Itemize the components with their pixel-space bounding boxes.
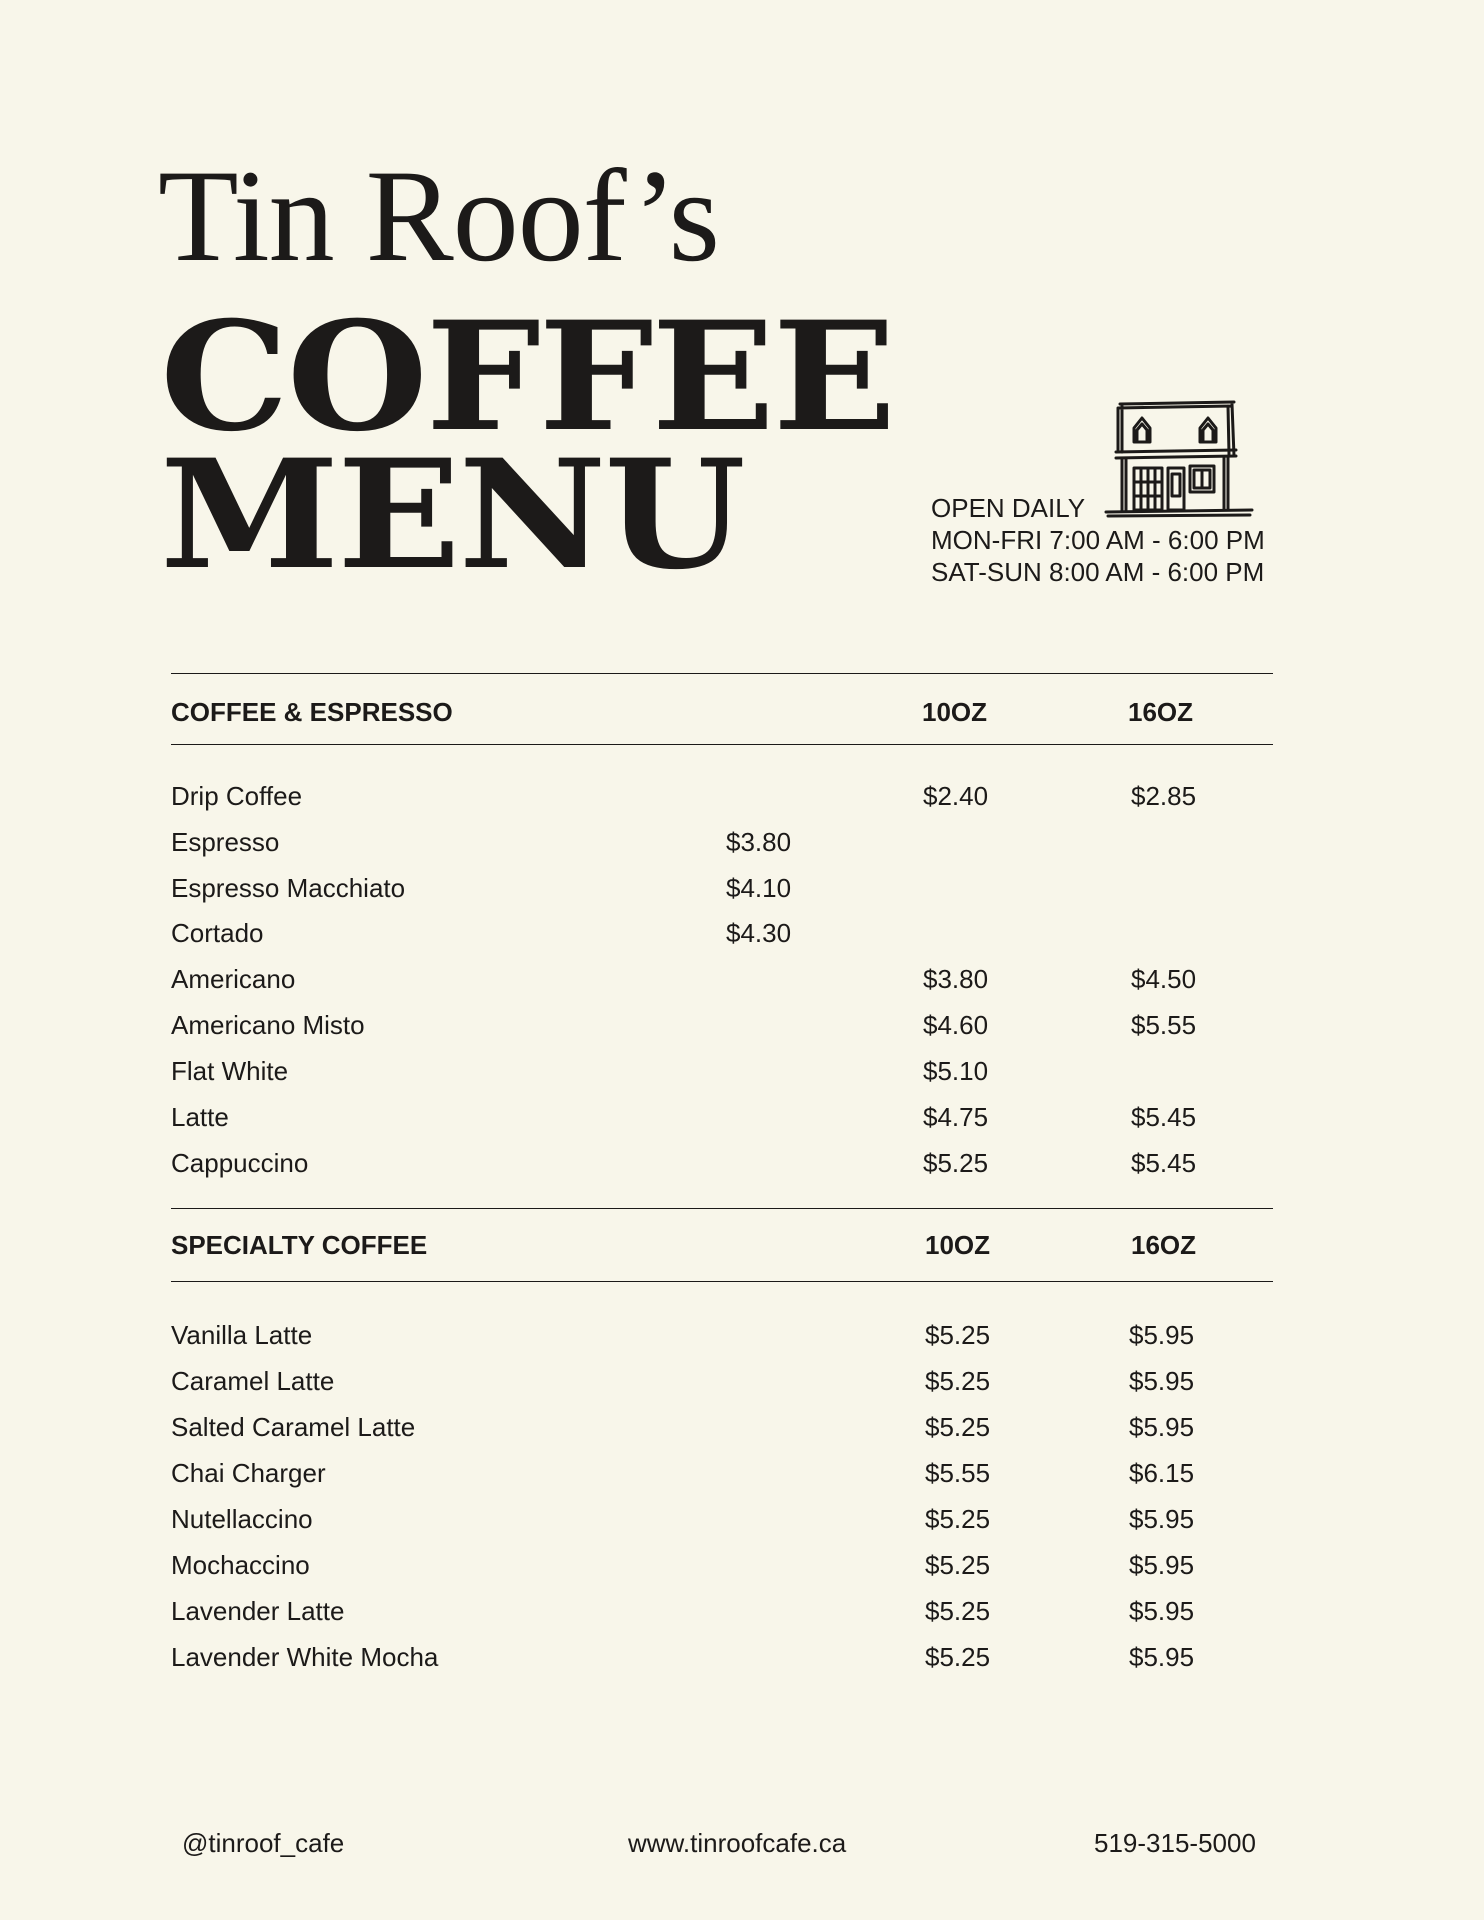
item-name: Latte <box>171 1102 229 1132</box>
item-name: Lavender White Mocha <box>171 1642 439 1672</box>
price-16oz: $5.95 <box>1129 1320 1195 1350</box>
price-16oz: $4.50 <box>1131 964 1197 994</box>
hours-weekend: SAT-SUN 8:00 AM - 6:00 PM <box>931 557 1265 587</box>
item-name: Espresso <box>171 827 280 857</box>
column-header-10oz: 10OZ <box>925 1230 991 1260</box>
menu-title-menu: MENU <box>160 427 744 603</box>
item-name: Drip Coffee <box>171 781 303 811</box>
price-10oz: $4.75 <box>923 1102 989 1132</box>
menu-item <box>171 865 1273 911</box>
price-16oz: $5.95 <box>1129 1550 1195 1580</box>
item-name: Salted Caramel Latte <box>171 1412 416 1442</box>
hours-weekday: MON-FRI 7:00 AM - 6:00 PM <box>931 525 1265 555</box>
item-name: Caramel Latte <box>171 1366 335 1396</box>
price-10oz: $5.25 <box>923 1148 989 1178</box>
menu-item <box>171 773 1273 819</box>
item-name: Espresso Macchiato <box>171 873 406 903</box>
item-name: Mochaccino <box>171 1550 310 1580</box>
price-10oz: $5.25 <box>925 1412 991 1442</box>
menu-item <box>171 956 1273 1002</box>
item-name: Flat White <box>171 1056 289 1086</box>
brand-name: Tin Roof’s <box>158 142 719 289</box>
menu-item <box>171 1496 1273 1542</box>
divider-line <box>171 1281 1273 1282</box>
menu-item <box>171 1450 1273 1496</box>
divider-line <box>171 1208 1273 1209</box>
price-single: $4.10 <box>726 873 792 903</box>
price-10oz: $5.25 <box>925 1550 991 1580</box>
menu-item <box>171 1312 1273 1358</box>
menu-item <box>171 1094 1273 1140</box>
menu-item <box>171 1588 1273 1634</box>
price-10oz: $5.25 <box>925 1504 991 1534</box>
price-16oz: $5.95 <box>1129 1504 1195 1534</box>
menu-item <box>171 819 1273 865</box>
item-name: Cortado <box>171 918 264 948</box>
divider-line <box>171 744 1273 745</box>
menu-item <box>171 1002 1273 1048</box>
price-16oz: $5.95 <box>1129 1366 1195 1396</box>
price-16oz: $5.95 <box>1129 1596 1195 1626</box>
menu-item <box>171 1634 1273 1680</box>
price-10oz: $5.25 <box>925 1320 991 1350</box>
hours-heading: OPEN DAILY <box>931 493 1086 523</box>
item-name: Americano Misto <box>171 1010 365 1040</box>
price-10oz: $4.60 <box>923 1010 989 1040</box>
price-16oz: $5.95 <box>1129 1642 1195 1672</box>
price-10oz: $5.25 <box>925 1642 991 1672</box>
phone-number: 519-315-5000 <box>1094 1828 1256 1858</box>
price-10oz: $5.25 <box>925 1596 991 1626</box>
item-name: Cappuccino <box>171 1148 309 1178</box>
divider-line <box>171 673 1273 674</box>
price-16oz: $6.15 <box>1129 1458 1195 1488</box>
column-header-10oz: 10OZ <box>922 697 988 727</box>
website-url: www.tinroofcafe.ca <box>628 1828 847 1858</box>
item-name: Lavender Latte <box>171 1596 345 1626</box>
price-10oz: $5.55 <box>925 1458 991 1488</box>
item-name: Nutellaccino <box>171 1504 313 1534</box>
price-16oz: $5.45 <box>1131 1148 1197 1178</box>
section-title-specialty-coffee: SPECIALTY COFFEE <box>171 1230 428 1260</box>
item-name: Americano <box>171 964 296 994</box>
menu-item <box>171 910 1273 956</box>
menu-item <box>171 1404 1273 1450</box>
price-16oz: $2.85 <box>1131 781 1197 811</box>
column-header-16oz: 16OZ <box>1131 1230 1197 1260</box>
item-name: Vanilla Latte <box>171 1320 313 1350</box>
menu-item <box>171 1358 1273 1404</box>
price-single: $3.80 <box>726 827 792 857</box>
menu-item <box>171 1542 1273 1588</box>
section-title-coffee-espresso: COFFEE & ESPRESSO <box>171 697 453 727</box>
menu-item <box>171 1140 1273 1186</box>
price-10oz: $3.80 <box>923 964 989 994</box>
opening-hours <box>931 492 1265 588</box>
price-16oz: $5.95 <box>1129 1412 1195 1442</box>
price-10oz: $5.10 <box>923 1056 989 1086</box>
menu-item <box>171 1048 1273 1094</box>
price-single: $4.30 <box>726 918 792 948</box>
column-header-16oz: 16OZ <box>1128 697 1194 727</box>
price-10oz: $5.25 <box>925 1366 991 1396</box>
price-16oz: $5.55 <box>1131 1010 1197 1040</box>
item-name: Chai Charger <box>171 1458 326 1488</box>
price-16oz: $5.45 <box>1131 1102 1197 1132</box>
social-handle: @tinroof_cafe <box>182 1828 345 1858</box>
price-10oz: $2.40 <box>923 781 989 811</box>
menu-title-coffee: COFFEE <box>160 289 895 465</box>
